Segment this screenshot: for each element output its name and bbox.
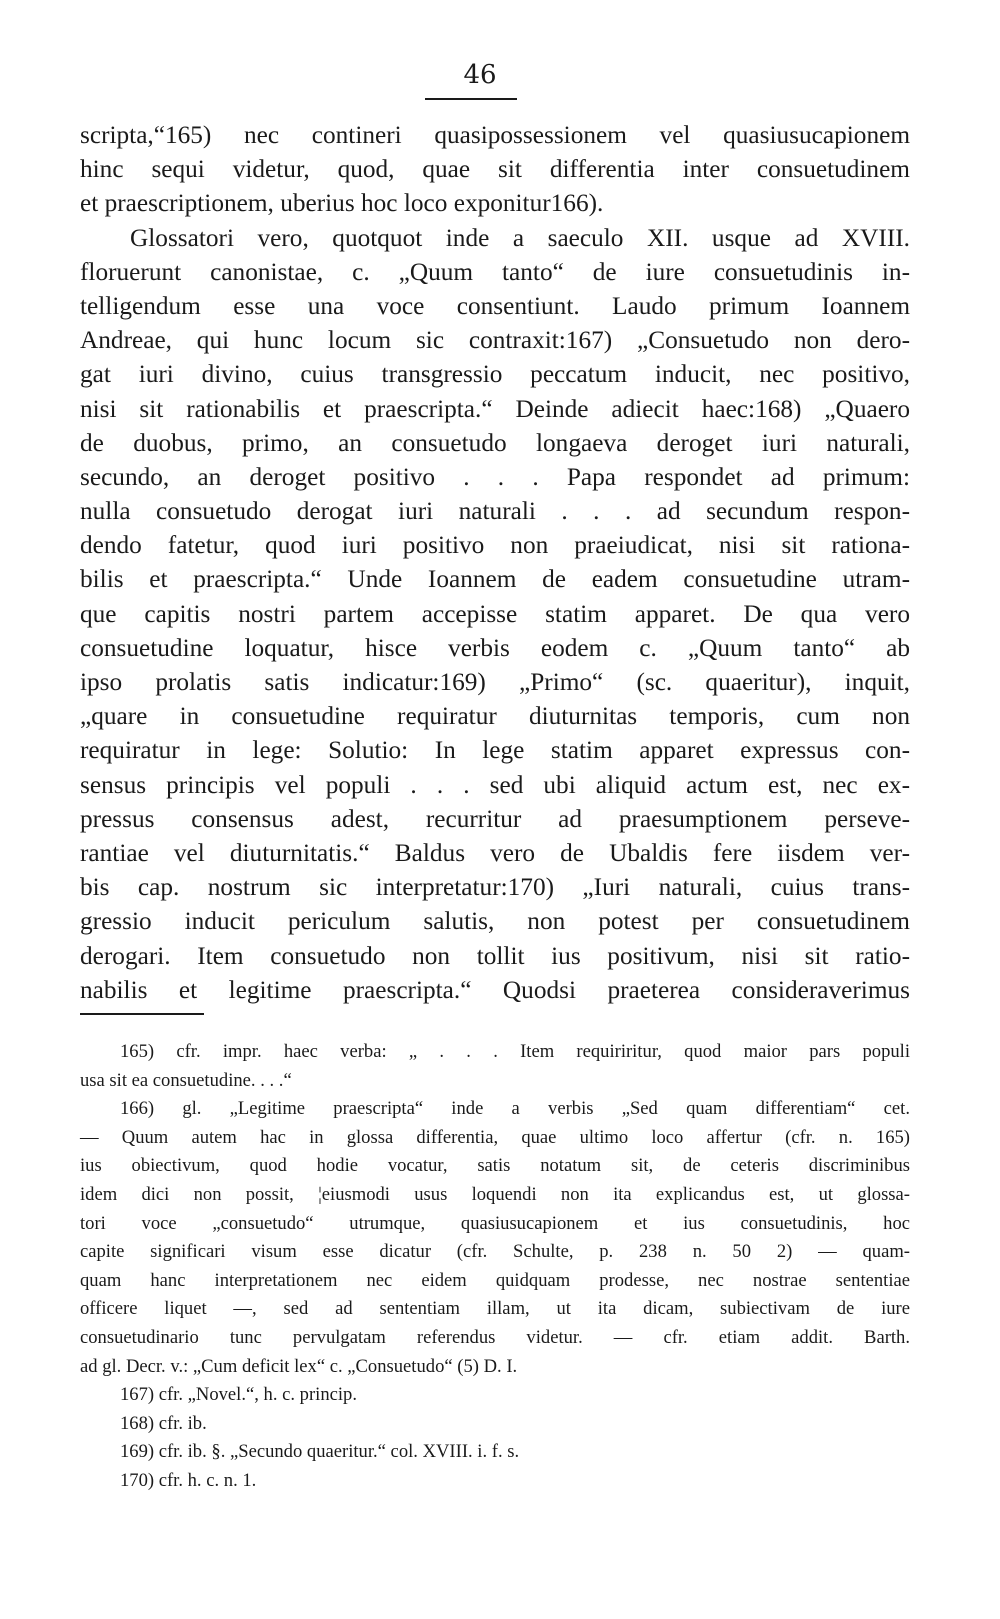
text-line: nabilis et legitime praescripta.“ Quodsi praeterea consideraverimus: [80, 975, 910, 1004]
footnote-line: 167) cfr. „Novel.“, h. c. princip.: [120, 1384, 357, 1406]
text-line: Andreae, qui hunc locum sic contraxit:167) „Consuetudo non dero-: [80, 326, 910, 355]
text-line: bis cap. nostrum sic interpretatur:170) „Iuri naturali, cuius trans-: [80, 873, 910, 902]
text-line: gressio inducit periculum salutis, non potest per consuetudinem: [80, 907, 910, 936]
footnote-line: quam hanc interpretationem nec eidem quidquam prodesse, nec nostrae sententiae: [80, 1269, 910, 1291]
footnote-line: consuetudinario tunc pervulgatam referendus videtur. — cfr. etiam addit. Barth.: [80, 1326, 910, 1348]
text-line: sensus principis vel populi . . . sed ubi aliquid actum est, nec ex-: [80, 770, 910, 799]
text-line: scripta,“165) nec contineri quasipossessionem vel quasiusucapionem: [80, 121, 910, 149]
text-line: nulla consuetudo derogat iuri naturali . . . ad secundum respon-: [80, 497, 910, 526]
footnote-rule: [80, 1013, 204, 1015]
footnote-line: 165) cfr. impr. haec verba: „ . . . Item requiriritur, quod maior pars populi: [120, 1041, 910, 1062]
footnotes: [80, 1038, 910, 1496]
text-line: bilis et praescripta.“ Unde Ioannem de eadem consuetudine utram-: [80, 565, 910, 594]
text-line: Glossatori vero, quotquot inde a saeculo XII. usque ad XVIII.: [130, 223, 910, 252]
page-number: 46: [463, 60, 497, 90]
text-line: pressus consensus adest, recurritur ad praesumptionem perseve-: [80, 804, 910, 833]
footnote-line: idem dici non possit, ¦eiusmodi usus loquendi non ita explicandus est, ut glossa-: [80, 1183, 910, 1205]
text-line: secundo, an deroget positivo . . . Papa respondet ad primum:: [80, 462, 910, 491]
footnote-line: ius obiectivum, quod hodie vocatur, satis notatum sit, de ceteris discriminibus: [80, 1155, 910, 1177]
text-line: floruerunt canonistae, c. „Quum tanto“ de iure consuetudinis in-: [80, 257, 910, 286]
text-line: et praescriptionem, uberius hoc loco exponitur166).: [80, 189, 604, 218]
footnote-line: 166) gl. „Legitime praescripta“ inde a verbis „Sed quam differentiam“ cet.: [120, 1098, 910, 1120]
text-line: requiratur in lege: Solutio: In lege statim apparet expressus con-: [80, 736, 910, 765]
text-line: de duobus, primo, an consuetudo longaeva deroget iuri naturali,: [80, 428, 910, 457]
text-line: hinc sequi videtur, quod, quae sit differentia inter consuetudinem: [80, 155, 910, 184]
text-line: telligendum esse una voce consentiunt. Laudo primum Ioannem: [80, 291, 910, 320]
footnote-line: usa sit ea consuetudine. . . .“: [80, 1069, 292, 1091]
footnote-line: tori voce „consuetudo“ utrumque, quasiusucapionem et ius consuetudinis, hoc: [80, 1212, 910, 1234]
text-line: que capitis nostri partem accepisse statim apparet. De qua vero: [80, 599, 910, 628]
text-line: rantiae vel diuturnitatis.“ Baldus vero de Ubaldis fere iisdem ver-: [80, 838, 910, 867]
footnote-line: capite significari visum esse dicatur (cfr. Schulte, p. 238 n. 50 2) — quam-: [80, 1241, 910, 1263]
footnote-line: 168) cfr. ib.: [120, 1412, 207, 1434]
text-line: consuetudine loquatur, hisce verbis eodem c. „Quum tanto“ ab: [80, 633, 910, 662]
text-line: gat iuri divino, cuius transgressio peccatum inducit, nec positivo,: [80, 360, 910, 389]
text-line: „quare in consuetudine requiratur diuturnitas temporis, cum non: [80, 702, 910, 731]
footnote-line: 169) cfr. ib. §. „Secundo quaeritur.“ col. XVIII. i. f. s.: [120, 1441, 520, 1463]
text-line: derogari. Item consuetudo non tollit ius positivum, nisi sit ratio-: [80, 941, 910, 970]
text-line: dendo fatetur, quod iuri positivo non praeiudicat, nisi sit rationa-: [80, 531, 910, 560]
footnote-line: ad gl. Decr. v.: „Cum deficit lex“ c. „Consuetudo“ (5) D. I.: [80, 1355, 518, 1377]
text-line: nisi sit rationabilis et praescripta.“ Deinde adiecit haec:168) „Quaero: [80, 394, 910, 423]
page-number-rule: [425, 98, 517, 100]
footnote-line: — Quum autem hac in glossa differentia, quae ultimo loco affertur (cfr. n. 165): [80, 1126, 910, 1148]
footnote-line: officere liquet —, sed ad sententiam illam, ut ita dicam, subiectivam de iure: [80, 1298, 910, 1320]
text-line: ipso prolatis satis indicatur:169) „Primo“ (sc. quaeritur), inquit,: [80, 668, 910, 696]
footnote-line: 170) cfr. h. c. n. 1.: [120, 1469, 257, 1491]
main-text: [80, 118, 910, 1007]
